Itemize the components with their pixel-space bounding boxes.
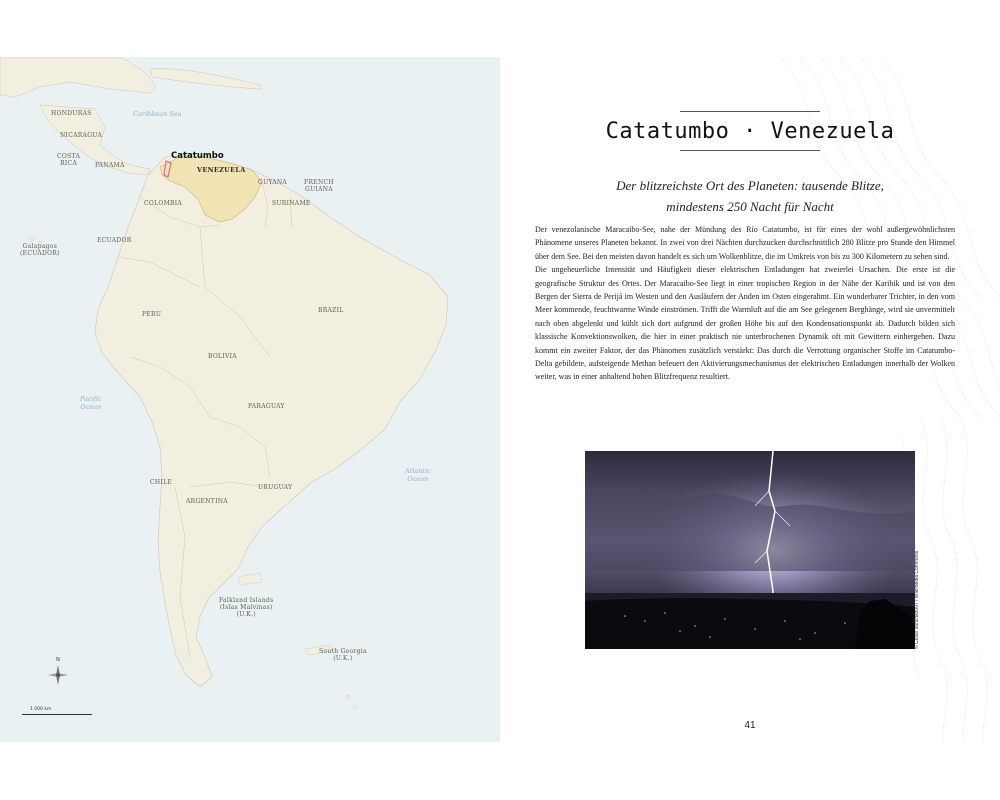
map-label-colombia: COLOMBIA <box>144 200 183 207</box>
photo-credit: © Cesar sanchez007 / Wikimedia Commons <box>914 550 920 649</box>
page-number: 41 <box>744 720 756 731</box>
article-body <box>535 223 955 384</box>
map-label-falkland-islands: Falkland Islands (Islas Malvinas) (U.K.) <box>219 597 274 619</box>
map-label-paraguay: PARAGUAY <box>248 403 285 410</box>
map-label-chile: CHILE <box>150 479 173 486</box>
map-label-panama: PANAMA <box>95 162 125 169</box>
map-label-guyana: GUYANA <box>258 179 288 186</box>
map-label-argentina: ARGENTINA <box>186 498 228 505</box>
map-label-galapagos: Galapagos (ECUADOR) <box>20 243 60 258</box>
map-label-peru: PERU <box>142 311 162 318</box>
article-subtitle: Der blitzreichste Ort des Planeten: tausende Blitze, mindestens 250 Nacht für Nacht <box>616 178 884 214</box>
compass-rose-icon <box>38 655 78 695</box>
map-label-nicaragua: NICARAGUA <box>60 132 103 139</box>
map-label-bolivia: BOLIVIA <box>208 353 237 360</box>
map-label-french-guiana: FRENCH GUIANA <box>304 179 334 194</box>
map-label-uruguay: URUGUAY <box>258 484 293 491</box>
lightning-photo <box>585 451 915 649</box>
map-label-atlantic-ocean: Atlantic Ocean <box>405 467 431 483</box>
compass-north-label: N <box>56 657 60 663</box>
scale-bar <box>22 714 92 715</box>
map-label-honduras: HONDURAS <box>51 110 92 117</box>
map-page <box>0 57 500 742</box>
article-paragraph-2: Die ungeheuerliche Intensität und Häufigkeit dieser elektrischen Entladungen hat zweierlei Ursachen. Die erste ist die geografische Struktur des Ortes. Der Maracaibo-See liegt in einer tropischen Region in der Nähe der Karibik und ist von den Bergen der Sierra de Perijá im Westen und den Ausläufern der Anden im Osten eingerahmt. Ein wunderbarer Trichter, in den vom Meer kommende, feuchtwarme Winde einströmen. Trifft die Warmluft auf die am See gelegenen Berghänge, wird sie unvermittelt nach oben abgelenkt und kühlt sich dort aufgrund der großen Höhe bis auf den Kondensationspunkt ab. Dadurch bilden sich klassische Konvektionswolken, die hier in einer praktisch nie unterbrochenen Dynamik oft mit Gewittern einhergehen. Dazu kommt ein zweiter Faktor, der das Phänomen zusätzlich verstärkt: Das durch die Verrottung organischer Stoffe im Catatumbo-Delta gebildete, aufsteigende Methan befeuert den Aktivierungsmechanismus der elektrischen Entladungen innerhalb der Wolken weiter, was in einer anhaltend hohen Blitzfrequenz resultiert. <box>535 265 955 382</box>
article-title: Catatumbo · Venezuela <box>605 119 895 144</box>
map-label-suriname: SURINAME <box>272 200 311 207</box>
map-label-ecuador: ECUADOR <box>97 237 132 244</box>
map-label-caribbean-sea: Caribbean Sea <box>133 110 182 118</box>
article-page <box>500 57 1000 742</box>
map-label-catatumbo: Catatumbo <box>171 151 224 161</box>
map-label-venezuela: VENEZUELA <box>197 166 246 174</box>
title-rule-top <box>680 111 820 112</box>
article-paragraph-1: Der venezolanische Maracaibo-See, nahe der Mündung des Río Catatumbo, ist für eines der wohl außergewöhnlichsten Phänomene unseres Planeten bekannt. In zwei von drei Nächten durchzucken durchschnittlich 280 Blitze pro Stunde den Himmel über dem See. Bei den meisten davon handelt es sich um Wolkenblitze, die im Umkreis von bis zu 300 Kilometern zu sehen sind. <box>535 225 955 261</box>
title-rule-bottom <box>680 150 820 151</box>
scale-label: 1 000 km <box>30 707 52 712</box>
map-label-brazil: BRAZIL <box>318 307 344 314</box>
map-label-south-georgia: South Georgia (U.K.) <box>319 648 367 663</box>
map-label-costa-rica: COSTA RICA <box>57 153 81 168</box>
map-label-pacific-ocean: Pacific Ocean <box>80 395 102 411</box>
